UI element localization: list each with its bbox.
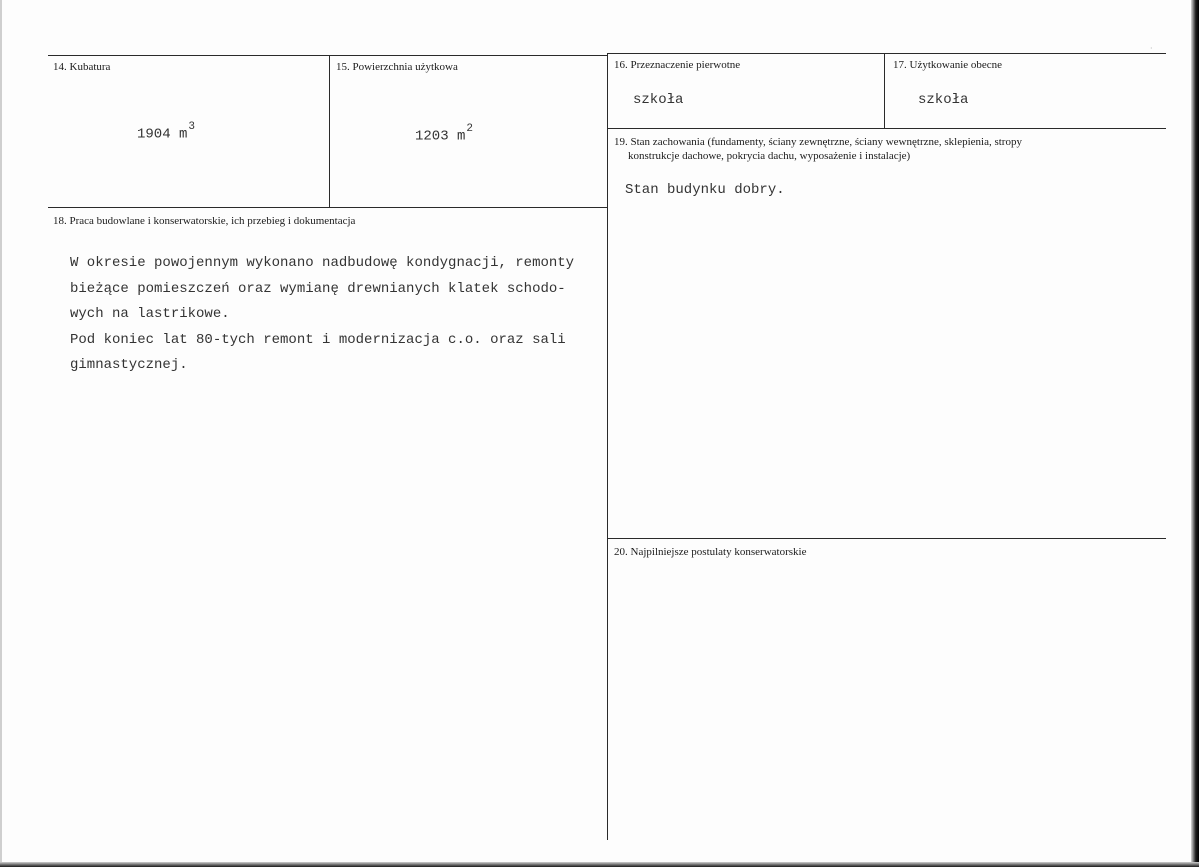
field-14-exponent: 3 bbox=[188, 121, 196, 133]
field-14-label: 14. Kubatura bbox=[53, 61, 111, 73]
field-15-label: 15. Powierzchnia użytkowa bbox=[336, 61, 458, 73]
field-18-label: 18. Praca budowlane i konserwatorskie, ich przebieg i dokumentacja bbox=[53, 215, 356, 227]
top-rule-right bbox=[607, 53, 1166, 54]
field-18-line: W okresie powojennym wykonano nadbudowę kondygnacji, remonty bbox=[70, 255, 575, 271]
field-20-label: 20. Najpilniejsze postulaty konserwatorskie bbox=[614, 546, 807, 558]
field-18-line: gimnastycznej. bbox=[70, 357, 188, 373]
field-17-label: 17. Użytkowanie obecne bbox=[893, 59, 1003, 71]
scan-bottom-edge bbox=[0, 862, 1199, 867]
rule-below-16-17 bbox=[607, 128, 1166, 129]
field-19-label-line2: konstrukcje dachowe, pokrycia dachu, wyposażenie i instalacje) bbox=[628, 150, 911, 162]
field-14-number: 1904 bbox=[137, 126, 171, 143]
divider-main-column bbox=[607, 53, 608, 840]
scan-speck: · bbox=[1150, 44, 1153, 53]
divider-14-15 bbox=[329, 55, 330, 207]
scan-left-edge bbox=[0, 0, 2, 867]
field-14-value bbox=[137, 121, 196, 143]
field-15-unit: m bbox=[457, 128, 466, 145]
field-15-value bbox=[415, 123, 474, 145]
top-rule bbox=[48, 55, 607, 56]
field-19-value: Stan budynku dobry. bbox=[625, 182, 785, 198]
rule-above-20 bbox=[607, 538, 1166, 539]
field-15-exponent: 2 bbox=[466, 123, 474, 135]
field-16-label: 16. Przeznaczenie pierwotne bbox=[614, 59, 741, 71]
rule-below-14-15 bbox=[48, 207, 607, 208]
field-18-text bbox=[70, 251, 574, 379]
field-18-line: bieżące pomieszczeń oraz wymianę drewnianych klatek schodo- bbox=[70, 280, 566, 297]
field-18-line: wych na lastrikowe. bbox=[70, 306, 230, 322]
field-14-unit: m bbox=[179, 126, 188, 143]
field-18-line: Pod koniec lat 80-tych remont i modernizacja c.o. oraz sali bbox=[70, 331, 566, 348]
divider-16-17 bbox=[884, 53, 885, 128]
field-15-number: 1203 bbox=[415, 128, 449, 145]
scan-right-edge bbox=[1191, 0, 1199, 867]
field-16-value: szkoła bbox=[633, 92, 684, 108]
field-19-label-line1: 19. Stan zachowania (fundamenty, ściany zewnętrzne, ściany wewnętrzne, sklepienia, stropy bbox=[614, 136, 1022, 148]
field-17-value: szkoła bbox=[918, 92, 969, 108]
